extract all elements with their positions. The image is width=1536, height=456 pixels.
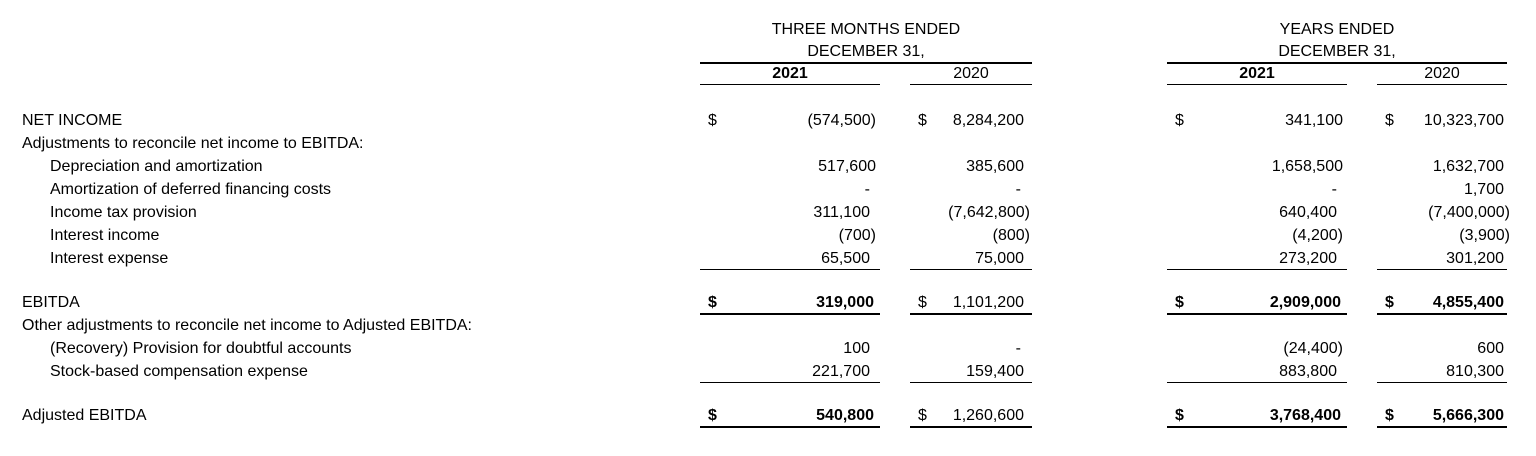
years-col-2020: 2020 (1424, 65, 1460, 82)
cell-q2021: 517,600 (818, 158, 876, 175)
cell-y2021: 341,100 (1285, 112, 1343, 129)
cell-q2020: 1,101,200 (952, 294, 1024, 311)
cell-y2021: 1,658,500 (1271, 158, 1343, 175)
currency-symbol: $ (918, 112, 927, 129)
three-months-col-2021: 2021 (772, 65, 808, 82)
cell-y2020: 10,323,700 (1423, 112, 1504, 129)
total-rule (910, 426, 1032, 428)
years-col-rule-2020 (1377, 84, 1507, 85)
currency-symbol: $ (1385, 112, 1394, 129)
row-label: Interest income (50, 227, 160, 244)
total-rule (700, 313, 880, 315)
currency-symbol: $ (1175, 112, 1184, 129)
cell-y2020: 4,855,400 (1432, 294, 1504, 311)
total-rule (1377, 313, 1507, 315)
cell-y2021: (24,400) (1283, 340, 1343, 357)
cell-q2021: 540,800 (816, 407, 874, 424)
row-label: Amortization of deferred financing costs (50, 181, 332, 198)
subtotal-rule (700, 382, 880, 383)
cell-y2021: 2,909,000 (1269, 294, 1341, 311)
years-col-2021: 2021 (1239, 65, 1275, 82)
three-months-header-line2: DECEMBER 31, (807, 43, 925, 60)
total-rule (1377, 426, 1507, 428)
three-months-col-rule-2020 (910, 84, 1032, 85)
three-months-header-line1: THREE MONTHS ENDED (771, 21, 961, 38)
subtotal-rule (1167, 382, 1347, 383)
cell-q2020: 1,260,600 (952, 407, 1024, 424)
cell-y2020: 1,700 (1463, 181, 1504, 198)
cell-q2020: (800) (992, 227, 1030, 244)
total-rule (700, 426, 880, 428)
cell-y2021: (4,200) (1292, 227, 1343, 244)
total-rule (1167, 313, 1347, 315)
currency-symbol: $ (1175, 407, 1184, 424)
cell-q2020: 385,600 (966, 158, 1024, 175)
cell-y2021: 3,768,400 (1269, 407, 1341, 424)
row-label: Income tax provision (50, 204, 197, 221)
cell-q2021: 221,700 (812, 363, 870, 380)
total-rule (910, 313, 1032, 315)
cell-y2021: 883,800 (1279, 363, 1337, 380)
cell-q2021: 319,000 (816, 294, 874, 311)
cell-q2020: (7,642,800) (948, 204, 1030, 221)
years-header-line2: DECEMBER 31, (1278, 43, 1396, 60)
cell-q2021: (574,500) (807, 112, 876, 129)
subtotal-rule (1167, 269, 1347, 270)
row-label: EBITDA (22, 294, 80, 311)
cell-y2021: 273,200 (1279, 250, 1337, 267)
cell-y2020: 810,300 (1446, 363, 1504, 380)
currency-symbol: $ (1385, 407, 1394, 424)
currency-symbol: $ (708, 112, 717, 129)
section-heading: Adjustments to reconcile net income to EBITDA: (22, 135, 364, 152)
row-label: (Recovery) Provision for doubtful accounts (50, 340, 352, 357)
cell-y2020: 301,200 (1446, 250, 1504, 267)
row-label: Stock-based compensation expense (50, 363, 308, 380)
row-label: Depreciation and amortization (50, 158, 263, 175)
subtotal-rule (1377, 269, 1507, 270)
currency-symbol: $ (1385, 294, 1394, 311)
cell-q2020: 159,400 (966, 363, 1024, 380)
subtotal-rule (910, 382, 1032, 383)
row-label: NET INCOME (22, 112, 123, 129)
subtotal-rule (700, 269, 880, 270)
currency-symbol: $ (708, 407, 717, 424)
currency-symbol: $ (708, 294, 717, 311)
cell-q2021: 311,100 (813, 204, 870, 221)
row-label: Adjusted EBITDA (22, 407, 147, 424)
cell-y2020: 600 (1477, 340, 1504, 357)
cell-y2020: (7,400,000) (1428, 204, 1510, 221)
cell-y2020: (3,900) (1459, 227, 1510, 244)
cell-q2020: - (1015, 181, 1021, 198)
three-months-col-2020: 2020 (953, 65, 989, 82)
section-heading: Other adjustments to reconcile net income to Adjusted EBITDA: (22, 317, 472, 334)
subtotal-rule (910, 269, 1032, 270)
currency-symbol: $ (918, 407, 927, 424)
cell-y2020: 1,632,700 (1432, 158, 1504, 175)
cell-q2020: - (1015, 340, 1021, 357)
currency-symbol: $ (1175, 294, 1184, 311)
cell-q2021: 100 (843, 340, 870, 357)
currency-symbol: $ (918, 294, 927, 311)
subtotal-rule (1377, 382, 1507, 383)
three-months-col-rule-2021 (700, 84, 880, 85)
years-col-rule-2021 (1167, 84, 1347, 85)
cell-q2020: 75,000 (975, 250, 1024, 267)
cell-y2020: 5,666,300 (1432, 407, 1504, 424)
cell-q2021: 65,500 (821, 250, 870, 267)
cell-y2021: - (1331, 181, 1337, 198)
cell-q2021: - (864, 181, 870, 198)
row-label: Interest expense (50, 250, 169, 267)
cell-q2021: (700) (838, 227, 876, 244)
years-header-line1: YEARS ENDED (1279, 21, 1395, 38)
cell-q2020: 8,284,200 (952, 112, 1024, 129)
total-rule (1167, 426, 1347, 428)
cell-y2021: 640,400 (1279, 204, 1337, 221)
